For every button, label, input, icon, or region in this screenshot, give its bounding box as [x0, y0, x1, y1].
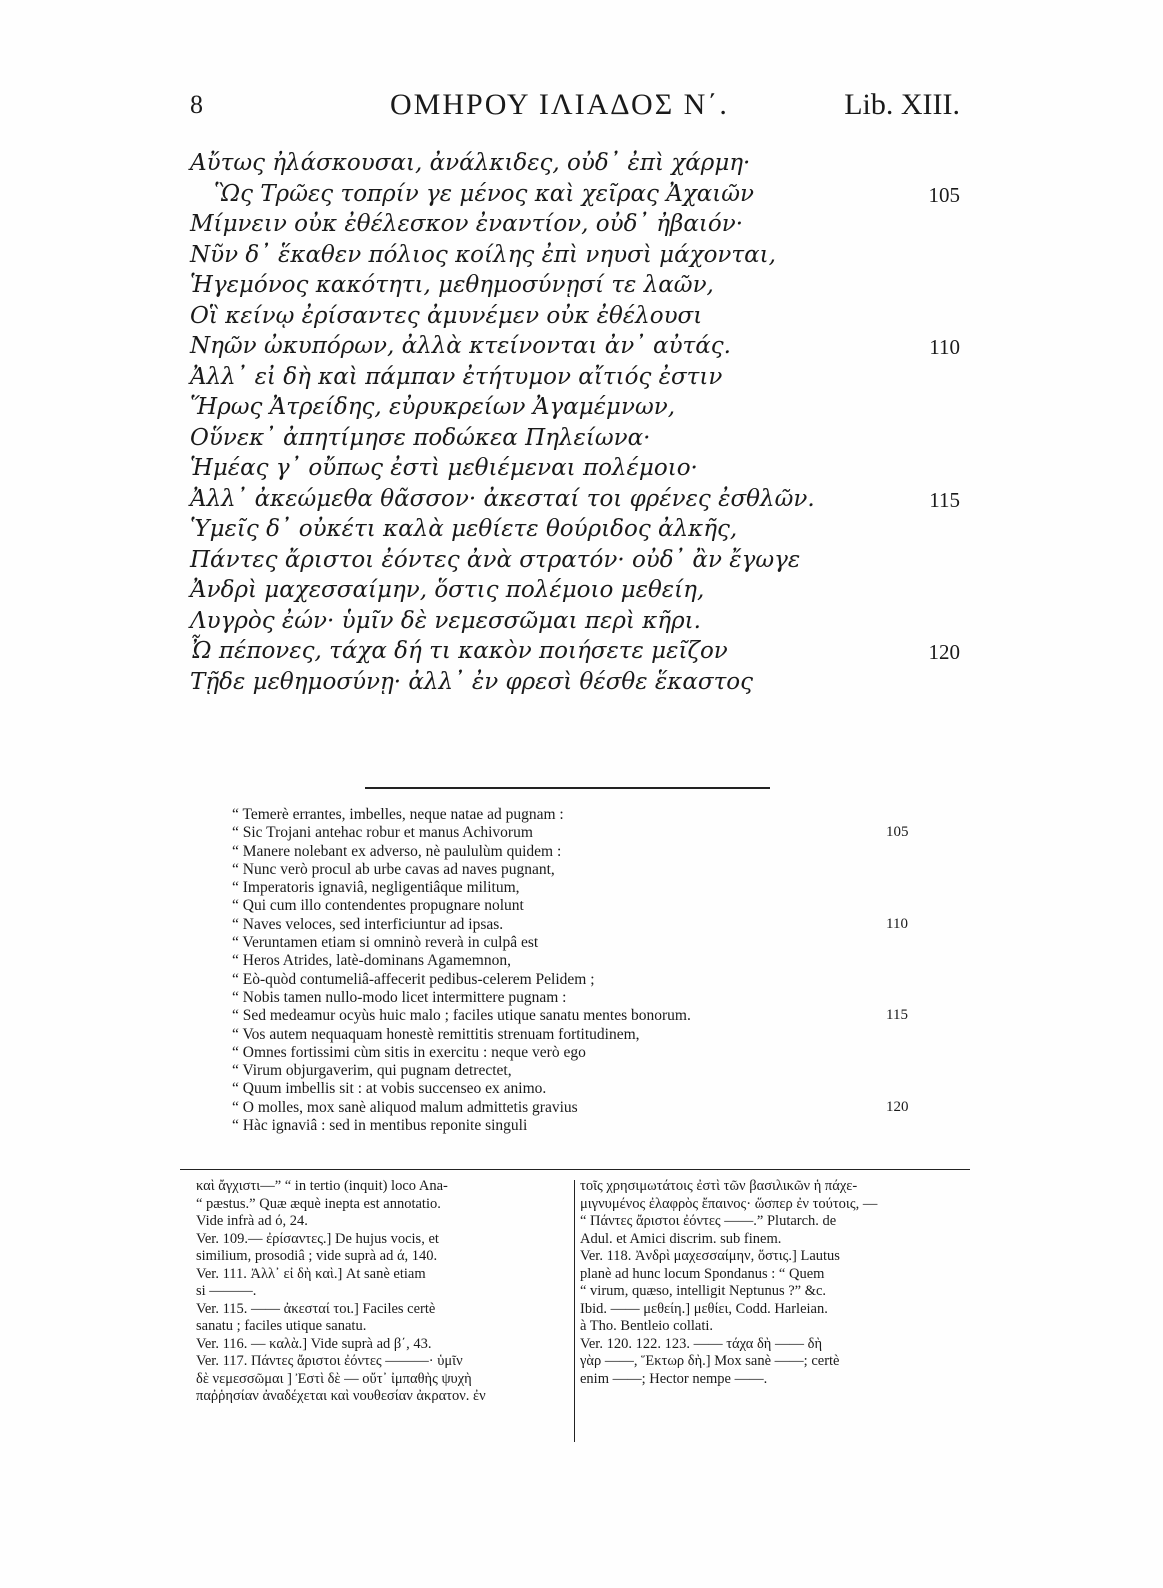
- verse-line: Ἀνδρὶ μαχεσσαίμην, ὅστις πολέμοιο μεθείη,: [190, 577, 705, 603]
- footnote-line: “ Πάντες ἄριστοι ἐόντες ——.” Plutarch. de: [580, 1213, 837, 1229]
- footnote-line: Ver. 117. Πάντες ἄριστοι ἐόντες ———· ὑμῖν: [196, 1353, 463, 1369]
- footnote-line: enim ——; Hector nempe ——.: [580, 1370, 768, 1387]
- verse-line: Οἳ κείνῳ ἐρίσαντες ἀμυνέμεν οὐκ ἐθέλουσι: [190, 302, 703, 329]
- footnote-column-right: [580, 1178, 960, 1388]
- line-number: 110: [886, 915, 908, 932]
- footnote-line: si ———.: [196, 1283, 257, 1299]
- footnote-line: δὲ νεμεσσῶμαι ] Ἐστὶ δὲ — οὔτ᾽ ἰμπαθὴς ψυχὴ: [196, 1370, 472, 1387]
- verse-line: Λυγρὸς ἐών· ὑμῖν δὲ νεμεσσῶμαι περὶ κῆρι.: [190, 607, 701, 634]
- footnote-line: μιγνυμένος ἐλαφρὸς ἔπαινος· ὥσπερ ἐν τούτοις, —: [580, 1195, 878, 1212]
- line-number: 105: [886, 824, 909, 841]
- footnote-line: planè ad hunc locum Spondanus : “ Quem: [580, 1265, 825, 1282]
- line-number: 120: [886, 1098, 909, 1115]
- running-title: ΟΜΗΡΟΥ ΙΛΙΑΔΟΣ Ν΄.: [390, 88, 729, 121]
- column-divider: [574, 1180, 575, 1442]
- verse-line: Οὕνεκ᾽ ἀπητίμησε ποδώκεα Πηλείωνα·: [190, 424, 651, 451]
- footnote-line: Ver. 109.— ἐρίσαντες.] De hujus vocis, et: [196, 1230, 439, 1247]
- translation-line: “ Naves veloces, sed interficiuntur ad ipsas. 110: [232, 915, 908, 933]
- latin-translation: [232, 806, 922, 1135]
- footnote-line: “ pæstus.” Quæ æquè inepta est annotatio.: [196, 1195, 441, 1212]
- verse-line: Ἡγεμόνος κακότητι, μεθημοσύνῃσί τε λαῶν,: [190, 272, 714, 298]
- line-number: 115: [929, 487, 960, 512]
- verse-line: Αὔτως ἠλάσκουσαι, ἀνάλκιδες, οὐδ᾽ ἐπὶ χάρμη·: [190, 150, 751, 176]
- footnote-line: γὰρ ——, Ἕκτωρ δὴ.] Mox sanè ——; certè: [580, 1353, 840, 1369]
- verse-line: Ἀλλ᾽ εἰ δὴ καὶ πάμπαν ἐτήτυμον αἴτιός ἐστιν: [190, 363, 723, 390]
- translation-line: “ Quum imbellis sit : at vobis succenseo ex animo.: [232, 1080, 547, 1098]
- footnote-line: à Tho. Bentleio collati.: [580, 1318, 714, 1334]
- line-number: 120: [928, 640, 960, 664]
- verse-line: Μίμνειν οὐκ ἐθέλεσκον ἐναντίον, οὐδ᾽ ἠβαιόν·: [190, 211, 744, 237]
- verse-line: Τῇδε μεθημοσύνῃ· ἀλλ᾽ ἐν φρεσὶ θέσθε ἕκαστος: [190, 668, 754, 695]
- translation-line: “ Sed medeamur ocyùs huic malo ; faciles utique sanatu mentes bonorum. 115: [232, 1007, 908, 1025]
- verse-line: Νηῶν ὠκυπόρων, ἀλλὰ κτείνονται ἀν᾽ αὐτάς. 110: [190, 333, 960, 359]
- line-number: 115: [886, 1007, 908, 1024]
- line-number: 105: [928, 182, 960, 207]
- footnote-line: Ver. 120. 122. 123. —— τάχα δὴ —— δὴ: [580, 1335, 823, 1352]
- verse-line: Ὣς Τρῶες τοπρίν γε μένος καὶ χεῖρας Ἀχαιῶν 105: [214, 180, 960, 207]
- translation-line: “ Nunc verò procul ab urbe cavas ad naves pugnant,: [232, 860, 555, 878]
- translation-line: “ Heros Atrides, latè-dominans Agamemnon,: [232, 952, 511, 970]
- footnote-line: Ibid. —— μεθείη.] μεθίει, Codd. Harleian.: [580, 1300, 828, 1317]
- section-divider: [365, 787, 770, 789]
- translation-line: “ Eò-quòd contumeliâ-affecerit pedibus-celerem Pelidem ;: [232, 970, 595, 988]
- line-number: 110: [929, 335, 960, 359]
- translation-line: “ Virum objurgaverim, qui pugnam detrectet,: [232, 1062, 512, 1080]
- footnote-line: Adul. et Amici discrim. sub finem.: [580, 1230, 782, 1247]
- translation-line: “ O molles, mox sanè aliquod malum admittetis gravius 120: [232, 1098, 909, 1116]
- footnote-line: Vide infrà ad ό, 24.: [196, 1213, 308, 1229]
- verse-line: Πάντες ἄριστοι ἐόντες ἀνὰ στρατόν· οὐδ᾽ ἂν ἔγωγε: [190, 546, 801, 573]
- translation-line: “ Omnes fortissimi cùm sitis in exercitu : neque verò ego: [232, 1043, 586, 1061]
- footnote-column-left: [196, 1178, 576, 1406]
- verse-line: Ἥρως Ἀτρείδης, εὐρυκρείων Ἀγαμέμνων,: [190, 394, 676, 420]
- translation-line: “ Qui cum illo contendentes propugnare nolunt: [232, 897, 524, 915]
- translation-line: “ Vos autem nequaquam honestè remittitis strenuam fortitudinem,: [232, 1025, 640, 1043]
- footnote-line: Ver. 111. Ἀλλ᾽ εἰ δὴ καὶ.] At sanè etiam: [196, 1265, 426, 1282]
- translation-line: “ Imperatoris ignaviâ, negligentiâque militum,: [232, 879, 520, 897]
- footnote-line: “ virum, quæso, intelligit Neptunus ?” &c.: [580, 1283, 827, 1299]
- footnote-line: Ver. 116. — καλὰ.] Vide suprà ad β΄, 43.: [196, 1335, 432, 1352]
- verse-line: Ὦ πέπονες, τάχα δή τι κακὸν ποιήσετε μεῖζον 120: [190, 638, 960, 664]
- translation-line: “ Temerè errantes, imbelles, neque natae ad pugnam :: [232, 806, 564, 823]
- footnotes: [196, 1178, 966, 1448]
- translation-line: “ Sic Trojani antehac robur et manus Achivorum 105: [232, 824, 909, 842]
- verse-line: Ὑμεῖς δ᾽ οὐκέτι καλὰ μεθίετε θούριδος ἀλκῆς,: [190, 516, 738, 542]
- verse-line: Ἀλλ᾽ ἀκεώμεθα θᾶσσον· ἀκεσταί τοι φρένες ἐσθλῶν. 115: [190, 485, 960, 512]
- book-label: Lib. XIII.: [844, 88, 960, 121]
- footnote-line: τοῖς χρησιμωτάτοις ἐστὶ τῶν βασιλικῶν ἡ πάχε-: [580, 1178, 858, 1194]
- translation-line: “ Veruntamen etiam si omninò reverà in culpâ est: [232, 934, 539, 952]
- translation-line: “ Nobis tamen nullo-modo licet intermittere pugnam :: [232, 988, 567, 1006]
- verse-line: Νῦν δ᾽ ἕκαθεν πόλιος κοίλης ἐπὶ νηυσὶ μάχονται,: [190, 241, 776, 268]
- footnote-line: sanatu ; faciles utique sanatu.: [196, 1318, 367, 1334]
- page-number: 8: [190, 90, 203, 119]
- footnote-line: similium, prosodiâ ; vide suprà ad ά, 140.: [196, 1248, 438, 1264]
- footnote-line: Ver. 118. Ἀνδρὶ μαχεσσαίμην, ὅστις.] Lautus: [580, 1248, 840, 1264]
- greek-verses: [190, 150, 960, 699]
- footnote-line: καὶ ἄγχιστι—” “ in tertio (inquit) loco Ana-: [196, 1178, 448, 1194]
- verse-line: Ἡμέας γ᾽ οὔπως ἐστὶ μεθιέμεναι πολέμοιο·: [190, 455, 698, 481]
- translation-line: “ Hàc ignaviâ : sed in mentibus reponite singuli: [232, 1117, 528, 1135]
- translation-line: “ Manere nolebant ex adverso, nè paululùm quidem :: [232, 842, 562, 860]
- footnote-line: παῤῥησίαν ἀναδέχεται καὶ νουθεσίαν ἀκρατον. ἐν: [196, 1388, 486, 1404]
- footnote-divider: [180, 1169, 970, 1170]
- page-header: [190, 88, 960, 128]
- footnote-line: Ver. 115. —— ἀκεσταί τοι.] Faciles certè: [196, 1300, 436, 1317]
